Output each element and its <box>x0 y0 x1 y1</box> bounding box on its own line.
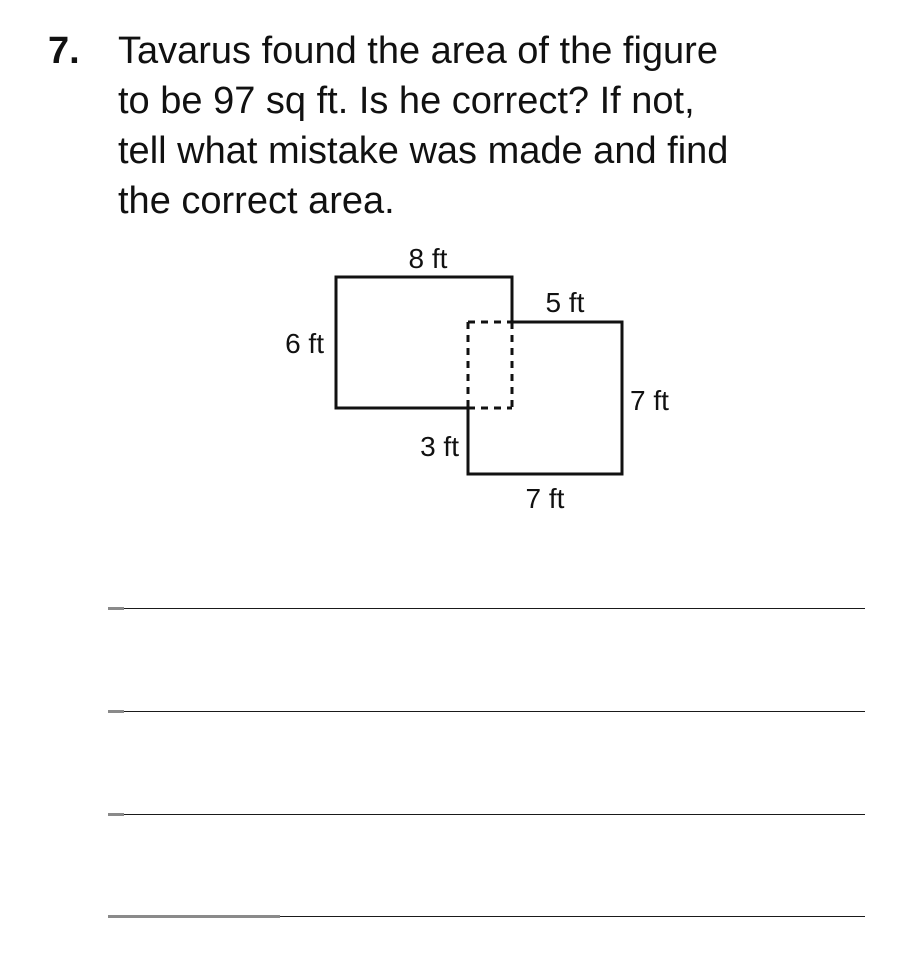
answer-line-marker <box>108 813 124 816</box>
answer-line-marker <box>108 607 124 610</box>
answer-line-3[interactable] <box>108 814 865 815</box>
label-step-bottom-height: 3 ft <box>420 431 459 462</box>
question-text-line-1: Tavarus found the area of the figure <box>118 30 718 72</box>
answer-line-2[interactable] <box>108 711 865 712</box>
label-top-width: 8 ft <box>408 243 448 274</box>
question-text-line-3: tell what mistake was made and find <box>118 130 729 172</box>
answer-line-4[interactable] <box>108 916 865 917</box>
answer-line-marker <box>108 915 280 918</box>
answer-line-1[interactable] <box>108 608 865 609</box>
label-step-top-width: 5 ft <box>545 287 585 318</box>
question-text-line-4: the correct area. <box>118 180 395 222</box>
label-right-height: 7 ft <box>630 385 669 416</box>
question-text-line-2: to be 97 sq ft. Is he correct? If not, <box>118 80 695 122</box>
label-left-height: 6 ft <box>285 328 324 359</box>
question-number: 7. <box>48 30 80 72</box>
answer-line-marker <box>108 710 124 713</box>
label-bottom-width: 7 ft <box>525 483 565 514</box>
